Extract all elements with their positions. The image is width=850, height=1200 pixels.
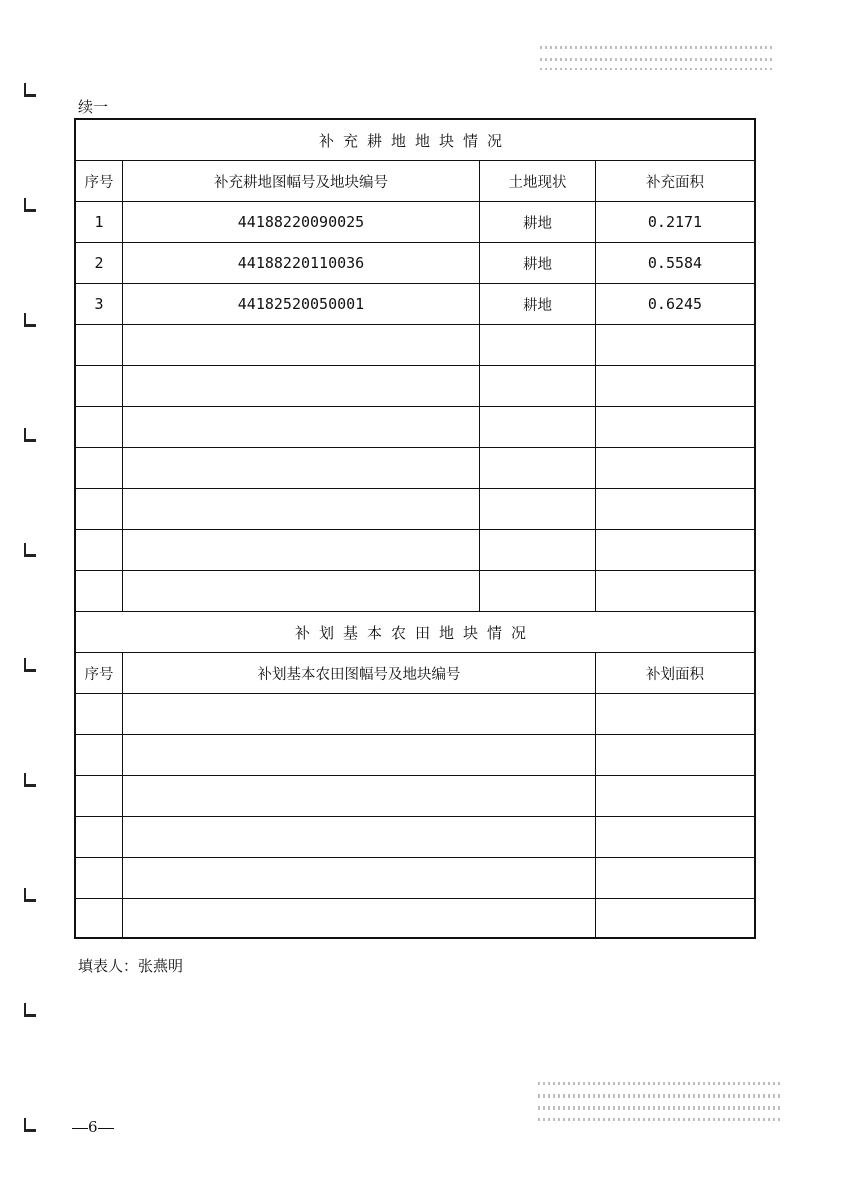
row-area bbox=[595, 899, 754, 937]
table-row bbox=[76, 735, 754, 776]
row-index bbox=[76, 489, 122, 529]
binding-mark bbox=[24, 83, 36, 97]
table-row bbox=[76, 530, 754, 571]
row-area bbox=[595, 694, 754, 734]
binding-mark bbox=[24, 773, 36, 787]
row-status bbox=[479, 489, 595, 529]
continued-label: 续一 bbox=[78, 98, 109, 116]
row-status bbox=[479, 325, 595, 365]
header-index: 序号 bbox=[84, 666, 114, 683]
table-row bbox=[76, 243, 754, 284]
row-status: 耕地 bbox=[479, 284, 595, 324]
table-row bbox=[76, 325, 754, 366]
table-row bbox=[76, 899, 754, 937]
row-code bbox=[122, 407, 479, 447]
section2-title-row bbox=[76, 612, 754, 653]
row-code bbox=[122, 325, 479, 365]
preparer-label: 填表人：张燕明 bbox=[78, 957, 184, 975]
row-index bbox=[76, 817, 122, 857]
row-area bbox=[595, 489, 754, 529]
scan-noise bbox=[538, 1082, 783, 1085]
row-area bbox=[595, 448, 754, 488]
header-index: 序号 bbox=[84, 174, 114, 191]
table-row bbox=[76, 858, 754, 899]
row-status bbox=[479, 571, 595, 611]
row-index bbox=[76, 899, 122, 937]
table-row bbox=[76, 202, 754, 243]
row-code bbox=[122, 899, 595, 937]
row-index: 1 bbox=[94, 213, 104, 231]
table-row bbox=[76, 571, 754, 612]
row-index bbox=[76, 776, 122, 816]
binding-mark bbox=[24, 1003, 36, 1017]
table-row bbox=[76, 284, 754, 325]
row-area: 0.5584 bbox=[595, 243, 754, 283]
scan-noise bbox=[540, 68, 775, 70]
page-number-value: 6 bbox=[88, 1118, 98, 1136]
binding-mark bbox=[24, 428, 36, 442]
binding-mark bbox=[24, 198, 36, 212]
table-row bbox=[76, 366, 754, 407]
row-status bbox=[479, 366, 595, 406]
row-status bbox=[479, 448, 595, 488]
row-area bbox=[595, 325, 754, 365]
scan-noise bbox=[538, 1118, 783, 1121]
table-row bbox=[76, 694, 754, 735]
header-status: 土地现状 bbox=[479, 161, 595, 201]
row-code: 44188220090025 bbox=[122, 202, 479, 242]
row-area bbox=[595, 858, 754, 898]
page-dash-left bbox=[72, 1128, 88, 1129]
row-area bbox=[595, 571, 754, 611]
scan-noise bbox=[540, 58, 775, 61]
row-index bbox=[76, 694, 122, 734]
binding-mark bbox=[24, 658, 36, 672]
binding-mark bbox=[24, 543, 36, 557]
page-number bbox=[72, 1118, 114, 1136]
row-index bbox=[76, 735, 122, 775]
table-row bbox=[76, 448, 754, 489]
row-area bbox=[595, 735, 754, 775]
row-area bbox=[595, 776, 754, 816]
table-row bbox=[76, 817, 754, 858]
row-index bbox=[76, 448, 122, 488]
table-row bbox=[76, 489, 754, 530]
section2-title: 补划基本农田地块情况 bbox=[294, 623, 535, 642]
row-code bbox=[122, 858, 595, 898]
row-code bbox=[122, 448, 479, 488]
header-area: 补划面积 bbox=[595, 653, 754, 693]
row-area bbox=[595, 817, 754, 857]
row-code bbox=[122, 817, 595, 857]
page-dash-right bbox=[98, 1128, 114, 1129]
section1-title: 补充耕地地块情况 bbox=[318, 131, 511, 150]
row-code bbox=[122, 530, 479, 570]
row-status bbox=[479, 530, 595, 570]
section1-header-row bbox=[76, 161, 754, 202]
row-code bbox=[122, 571, 479, 611]
row-index bbox=[76, 366, 122, 406]
section1-title-row bbox=[76, 120, 754, 161]
scan-noise bbox=[538, 1106, 783, 1110]
row-index bbox=[76, 858, 122, 898]
row-index bbox=[76, 530, 122, 570]
row-code: 44188220110036 bbox=[122, 243, 479, 283]
row-index: 2 bbox=[94, 254, 104, 272]
row-code bbox=[122, 489, 479, 529]
row-code bbox=[122, 776, 595, 816]
row-code bbox=[122, 735, 595, 775]
row-index bbox=[76, 407, 122, 447]
row-code: 44182520050001 bbox=[122, 284, 479, 324]
header-area: 补充面积 bbox=[595, 161, 754, 201]
scan-noise bbox=[538, 1094, 783, 1098]
header-code: 补充耕地图幅号及地块编号 bbox=[122, 161, 479, 201]
scan-noise bbox=[540, 46, 775, 49]
row-area: 0.2171 bbox=[595, 202, 754, 242]
row-index: 3 bbox=[94, 295, 104, 313]
row-code bbox=[122, 366, 479, 406]
row-area bbox=[595, 530, 754, 570]
section2-header-row bbox=[76, 653, 754, 694]
header-code: 补划基本农田图幅号及地块编号 bbox=[122, 653, 595, 693]
binding-mark bbox=[24, 313, 36, 327]
row-area bbox=[595, 366, 754, 406]
row-area bbox=[595, 407, 754, 447]
table-row bbox=[76, 407, 754, 448]
binding-mark bbox=[24, 1118, 36, 1132]
row-area: 0.6245 bbox=[595, 284, 754, 324]
table-row bbox=[76, 776, 754, 817]
binding-mark bbox=[24, 888, 36, 902]
row-status: 耕地 bbox=[479, 202, 595, 242]
row-index bbox=[76, 325, 122, 365]
row-index bbox=[76, 571, 122, 611]
land-table bbox=[74, 118, 756, 939]
row-status bbox=[479, 407, 595, 447]
row-code bbox=[122, 694, 595, 734]
row-status: 耕地 bbox=[479, 243, 595, 283]
